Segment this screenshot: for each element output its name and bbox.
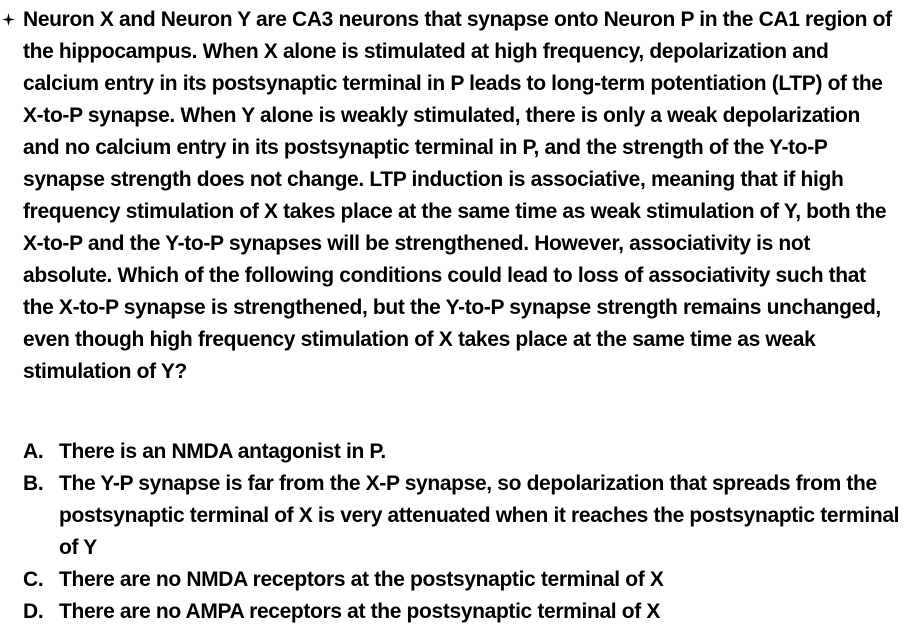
option-text: There are no AMPA receptors at the postsynaptic terminal of X [59,600,661,623]
option-letter: B. [23,472,44,495]
option-c [23,564,903,596]
question-text: Neuron X and Neuron Y are CA3 neurons that synapse onto Neuron P in the CA1 region of the hippocampus. When X alone is stimulated at high frequency, depolarization and calcium entry in its postsynaptic terminal in P leads to long-term potentiation (LTP) of the X-to-P synapse. When Y alone is weakly stimulated, there is only a weak depolarization and no calcium entry in its postsynaptic terminal in P, and the strength of the Y-to-P synapse strength does not change. LTP induction is associative, meaning that if high frequency stimulation of X takes place at the same time as weak stimulation of Y, both the X-to-P and the Y-to-P synapses will be strengthened. However, associativity is not absolute. Which of the following conditions could lead to loss of associativity such that the X-to-P synapse is strengthened, but the Y-to-P synapse strength remains unchanged, even though high frequency stimulation of X takes place at the same time as weak stimulation of Y? [23,8,892,383]
option-letter: C. [23,568,44,591]
question-block [0,4,900,388]
diamond-bullet-icon [2,13,15,26]
option-text: There are no NMDA receptors at the postsynaptic terminal of X [59,568,664,591]
option-text: There is an NMDA antagonist in P. [59,440,386,463]
option-text: The Y-P synapse is far from the X-P synapse, so depolarization that spreads from the postsynaptic terminal of X is very attenuated when it reaches the postsynaptic terminal of Y [59,472,900,559]
option-b [23,468,903,564]
option-d [23,596,903,628]
answer-options [23,436,903,628]
option-letter: D. [23,600,44,623]
option-a [23,436,903,468]
option-letter: A. [23,440,44,463]
